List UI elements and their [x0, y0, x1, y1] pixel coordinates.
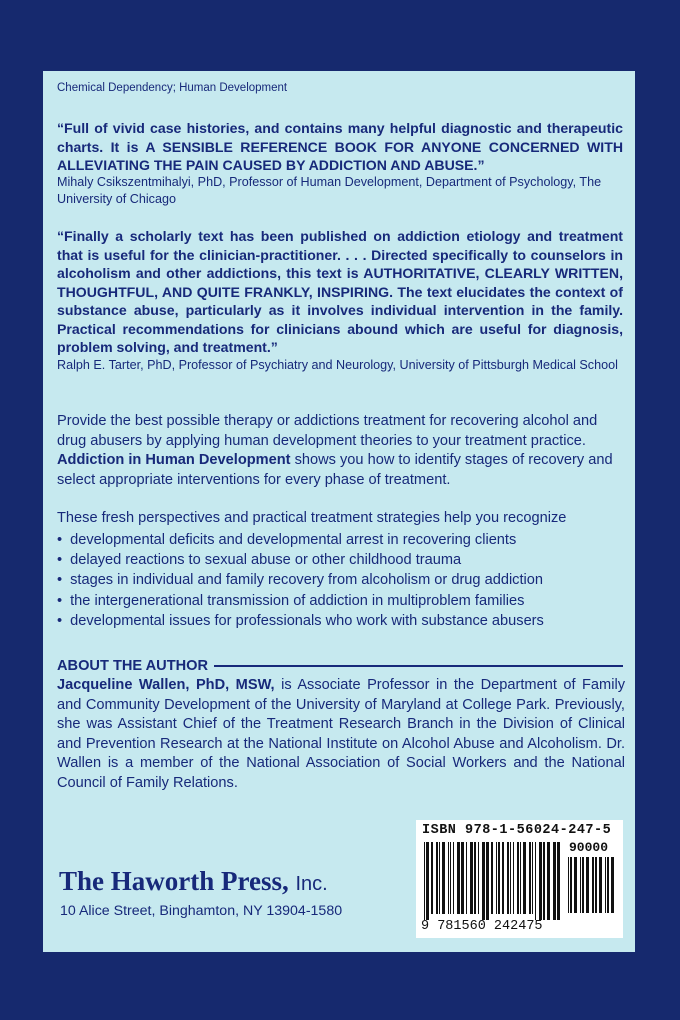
author-bio [57, 676, 625, 793]
barcode-bar [513, 842, 514, 914]
barcode-bar [523, 842, 526, 914]
barcode-bar [532, 842, 533, 914]
review-attribution-1: Mihaly Csikszentmihalyi, PhD, Professor of Human Development, Department of Psychology, The University of Chicago [57, 175, 602, 206]
review-quote-2: “Finally a scholarly text has been published on addiction etiology and treatment that is useful for the clinician-practitioner. . . . Directed specifically to counselors in alcoholism and other addictions, this text is AUTHORITATIVE, CLEARLY WRITTEN, THOUGHTFUL, AND QUITE FRANKLY, INSPIRING. The text elucidates the context of substance abuse, particularly as it involves individual intervention in the family. Practical recommendations for clinicians abound which are useful for diagnosis, problem solving, and treatment.” [57, 228, 623, 355]
description-paragraph [57, 412, 623, 491]
isbn-label: ISBN 978-1-56024-247-5 [422, 823, 612, 838]
list-item: • the intergenerational transmission of addiction in multiproblem families [57, 591, 627, 611]
barcode-bar [502, 842, 504, 914]
category-label: Chemical Dependency; Human Development [57, 82, 288, 94]
list-item: • delayed reactions to sexual abuse or other childhood trauma [57, 550, 627, 570]
perspectives-list [57, 530, 627, 631]
barcode-bar [535, 842, 536, 920]
barcode-bar [448, 842, 449, 914]
barcode-bar [486, 842, 489, 920]
barcode-bar [529, 842, 531, 914]
barcode-bar [599, 857, 602, 913]
barcode-bar [547, 842, 550, 920]
barcode-bar [557, 842, 560, 920]
addon-barcode-bars [568, 857, 618, 935]
review-quote-1: “Full of vivid case histories, and contains many helpful diagnostic and therapeutic charts. It is A SENSIBLE REFERENCE BOOK FOR ANYONE CONCERNED WITH ALLEVIATING THE PAIN CAUSED BY ADDICTION AND ABUSE.” [57, 120, 623, 173]
publisher-address: 10 Alice Street, Binghamton, NY 13904-1580 [60, 903, 343, 919]
barcode-bar [510, 842, 511, 914]
barcode-bar [439, 842, 440, 914]
barcode-bar [580, 857, 581, 913]
publisher-name: The Haworth Press, [59, 866, 289, 896]
barcode-bar [478, 842, 479, 914]
barcode-bar [450, 842, 451, 914]
barcode-bar [539, 842, 542, 920]
barcode-bar [491, 842, 493, 914]
barcode-bar [605, 857, 606, 913]
barcode-bar [461, 842, 464, 914]
isbn-barcode [416, 820, 623, 938]
author-name: Jacqueline Wallen, PhD, MSW, [57, 677, 275, 693]
barcode-bar [568, 857, 569, 913]
barcode-bar [517, 842, 519, 914]
barcode-bar [436, 842, 438, 914]
heading-rule [214, 665, 623, 667]
perspectives-lead: These fresh perspectives and practical treatment strategies help you recognize [57, 510, 567, 526]
barcode-bar [586, 857, 589, 913]
barcode-bar [595, 857, 597, 913]
barcode-bar [592, 857, 594, 913]
author-bio-text: is Associate Professor in the Department of Family and Community Development of the University of Maryland at College Park. Previously, she was Assistant Chief of the Treatment Research Branch in the Division of Clinical and Prevention Research at the National Institute on Alcohol Abuse and Alcoholism. Dr. Wallen is a member of the National Association of Social Workers and the National Council of Family Relations. [57, 677, 625, 791]
review-attribution-2: Ralph E. Tarter, PhD, Professor of Psychiatry and Neurology, University of Pittsburgh Medical School [57, 358, 618, 372]
barcode-bar [474, 842, 476, 914]
price-code: 90000 [569, 840, 609, 855]
barcode-bar [582, 857, 584, 913]
barcode-bar [507, 842, 509, 914]
about-author-heading [57, 658, 623, 674]
list-item: • stages in individual and family recovery from alcoholism or drug addiction [57, 570, 627, 590]
description-rest: shows you how to identify stages of recovery and select appropriate interventions for every phase of treatment. [57, 452, 613, 489]
barcode-bar [470, 842, 473, 914]
barcode-bar [466, 842, 467, 914]
barcode-bar [426, 842, 429, 920]
barcode-bar [498, 842, 500, 914]
barcode-bar [431, 842, 433, 914]
barcode-bar [424, 842, 425, 920]
barcode-bar [520, 842, 521, 914]
barcode-bar [442, 842, 445, 914]
publisher-logo [59, 866, 328, 897]
list-item: • developmental deficits and developmental arrest in recovering clients [57, 530, 627, 550]
barcode-bar [570, 857, 572, 913]
book-title: Addiction in Human Development [57, 452, 291, 469]
description-intro: Provide the best possible therapy or addictions treatment for recovering alcohol and drug abusers by applying human development theories to your treatment practice. [57, 413, 598, 449]
barcode-bar [553, 842, 556, 920]
back-cover-panel [43, 71, 635, 952]
barcode-bar [482, 842, 485, 920]
barcode-digits: 9 781560 242475 [421, 919, 543, 934]
barcode-bar [543, 842, 545, 920]
barcode-bar [611, 857, 614, 913]
list-item: • developmental issues for professionals who work with substance abusers [57, 611, 627, 631]
barcode-bar [453, 842, 454, 914]
barcode-bar [607, 857, 609, 913]
publisher-suffix: Inc. [295, 873, 328, 895]
barcode-bar [457, 842, 460, 914]
ean-barcode-bars [424, 842, 562, 920]
barcode-bar [574, 857, 577, 913]
barcode-bar [496, 842, 497, 914]
about-heading-text: ABOUT THE AUTHOR [57, 658, 209, 674]
